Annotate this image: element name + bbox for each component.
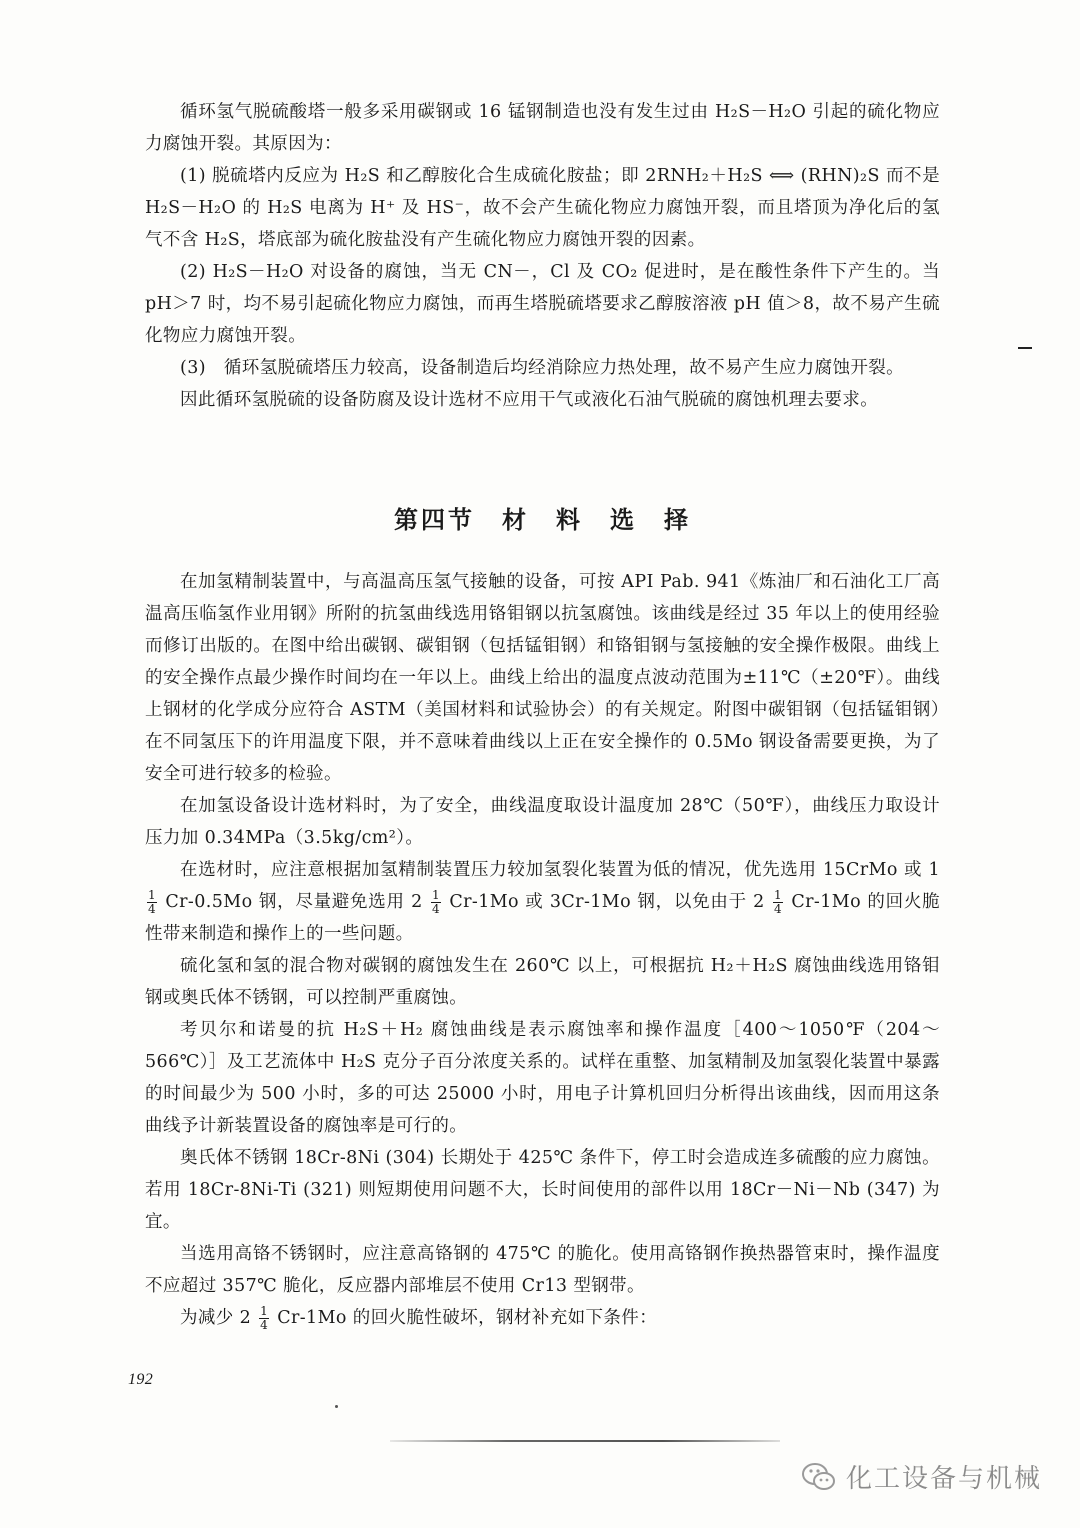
text-segment: 在选材时，应注意根据加氢精制装置压力较加氢裂化装置为低的情况，优先选用 15CrMo 或 1 bbox=[180, 860, 940, 880]
watermark bbox=[802, 1458, 1042, 1495]
paragraph-api-curve: 在加氢精制装置中，与高温高压氢气接触的设备，可按 API Pab. 941《炼油厂和石油化工厂高温高压临氢作业用钢》所附的抗氢曲线选用铬钼钢以抗氢腐蚀。该曲线是经过 35 年以上的使用经验而修订出版的。在图中给出碳钢、碳钼钢（包括锰钼钢）和铬钼钢与氢接触的安全操作极限。曲线上的安全操作点最少操作时间均在一年以上。曲线上给出的温度点波动范围为±11℃（±20℉）。曲线上钢材的化学成分应符合 ASTM（美国材料和试验协会）的有关规定。附图中碳钼钢（包括锰钼钢）在不同氢压下的许用温度下限，并不意味着曲线以上正在安全操作的 0.5Mo 钢设备需要更换，为了安全可进行较多的检验。 bbox=[145, 572, 940, 784]
fraction-numerator: 1 bbox=[774, 888, 783, 902]
fraction-numerator: 1 bbox=[431, 888, 441, 902]
fraction-one-quarter bbox=[147, 889, 157, 916]
watermark-text: 化工设备与机械 bbox=[845, 1464, 1042, 1494]
paragraph-couper-gorman: 考贝尔和诺曼的抗 H₂S＋H₂ 腐蚀曲线是表示腐蚀率和操作温度［400～1050℉（204～566℃）］及工艺流体中 H₂S 克分子百分浓度关系的。试样在重整、加氢精制及加氢裂化装置中暴露的时间最少为 500 小时，多的可达 25000 小时，用电子计算机回归分析得出该曲线，因而用这条曲线予计新装置设备的腐蚀率是可行的。 bbox=[145, 1020, 940, 1136]
fraction-denominator: 4 bbox=[148, 902, 157, 916]
text-segment: 为减少 2 bbox=[180, 1308, 252, 1328]
fraction-numerator: 1 bbox=[260, 1304, 269, 1318]
top-text-block bbox=[145, 96, 940, 416]
main-text-block bbox=[145, 566, 940, 1334]
paragraph-design-margin: 在加氢设备设计选材料时，为了安全，曲线温度取设计温度加 28℃（50℉），曲线压力取设计压力加 0.34MPa（3.5kg/cm²）。 bbox=[145, 796, 940, 848]
fraction-one-quarter bbox=[259, 1305, 269, 1332]
fraction-numerator: 1 bbox=[148, 888, 157, 902]
paragraph-temper-embrittlement bbox=[145, 1302, 940, 1334]
wechat-icon bbox=[802, 1462, 836, 1492]
text-segment: Cr-0.5Mo 钢，尽量避免选用 2 bbox=[165, 892, 423, 912]
paragraph-high-chrome: 当选用高铬不锈钢时，应注意高铬钢的 475℃ 的脆化。使用高铬钢作换热器管束时，操作温度不应超过 357℃ 脆化，反应器内部堆层不使用 Cr13 型钢带。 bbox=[145, 1244, 940, 1296]
fraction-denominator: 4 bbox=[774, 902, 783, 916]
paragraph-reason-3: (3) 循环氢脱硫塔压力较高，设备制造后均经消除应力热处理，故不易产生应力腐蚀开裂。 bbox=[180, 358, 905, 378]
fraction-one-quarter bbox=[431, 889, 441, 916]
paragraph-material-choice bbox=[145, 854, 940, 950]
paragraph-h2s-mixture: 硫化氢和氢的混合物对碳钢的腐蚀发生在 260℃ 以上，可根据抗 H₂＋H₂S 腐蚀曲线选用铬钼钢或奥氏体不锈钢，可以控制严重腐蚀。 bbox=[145, 956, 940, 1008]
paragraph-reason-2: (2) H₂S－H₂O 对设备的腐蚀，当无 CN－，Cl 及 CO₂ 促进时，是在酸性条件下产生的。当 pH＞7 时，均不易引起硫化物应力腐蚀，而再生塔脱硫塔要求乙醇胺溶液 pH 值＞8，故不易产生硫化物应力腐蚀开裂。 bbox=[145, 262, 940, 346]
paragraph-intro: 循环氢气脱硫酸塔一般多采用碳钢或 16 锰钢制造也没有发生过由 H₂S－H₂O 引起的硫化物应力腐蚀开裂。其原因为： bbox=[145, 102, 940, 154]
paragraph-reason-1: (1) 脱硫塔内反应为 H₂S 和乙醇胺化合生成硫化胺盐；即 2RNH₂＋H₂S ⟺ (RHN)₂S 而不是 H₂S－H₂O 的 H₂S 电离为 H⁺ 及 HS⁻，故不会产生硫化物应力腐蚀开裂，而且塔顶为净化后的氢气不含 H₂S，塔底部为硫化胺盐没有产生硫化物应力腐蚀开裂的因素。 bbox=[145, 166, 940, 250]
fraction-denominator: 4 bbox=[260, 1318, 269, 1332]
paragraph-conclusion: 因此循环氢脱硫的设备防腐及设计选材不应用干气或液化石油气脱硫的腐蚀机理去要求。 bbox=[180, 390, 879, 410]
fraction-denominator: 4 bbox=[431, 902, 441, 916]
scan-bottom-line bbox=[390, 1440, 780, 1442]
section-title: 第四节 材 料 选 择 bbox=[394, 506, 691, 534]
text-segment: Cr-1Mo 的回火脆性破坏，钢材补充如下条件： bbox=[277, 1308, 658, 1328]
page-number: 192 bbox=[128, 1371, 154, 1388]
text-segment: Cr-1Mo 的回火脆性带来制造和操作上的一些问题。 bbox=[145, 892, 940, 944]
text-segment: Cr-1Mo 或 3Cr-1Mo 钢，以免由于 2 bbox=[449, 892, 765, 912]
margin-mark bbox=[1018, 347, 1032, 349]
paragraph-austenitic: 奥氏体不锈钢 18Cr-8Ni (304) 长期处于 425℃ 条件下，停工时会造成连多硫酸的应力腐蚀。若用 18Cr-8Ni-Ti (321) 则短期使用问题不大，长时间使用的部件以用 18Cr－Ni－Nb (347) 为宜。 bbox=[145, 1148, 940, 1232]
fraction-one-quarter bbox=[773, 889, 783, 916]
scan-speck bbox=[335, 1405, 338, 1408]
